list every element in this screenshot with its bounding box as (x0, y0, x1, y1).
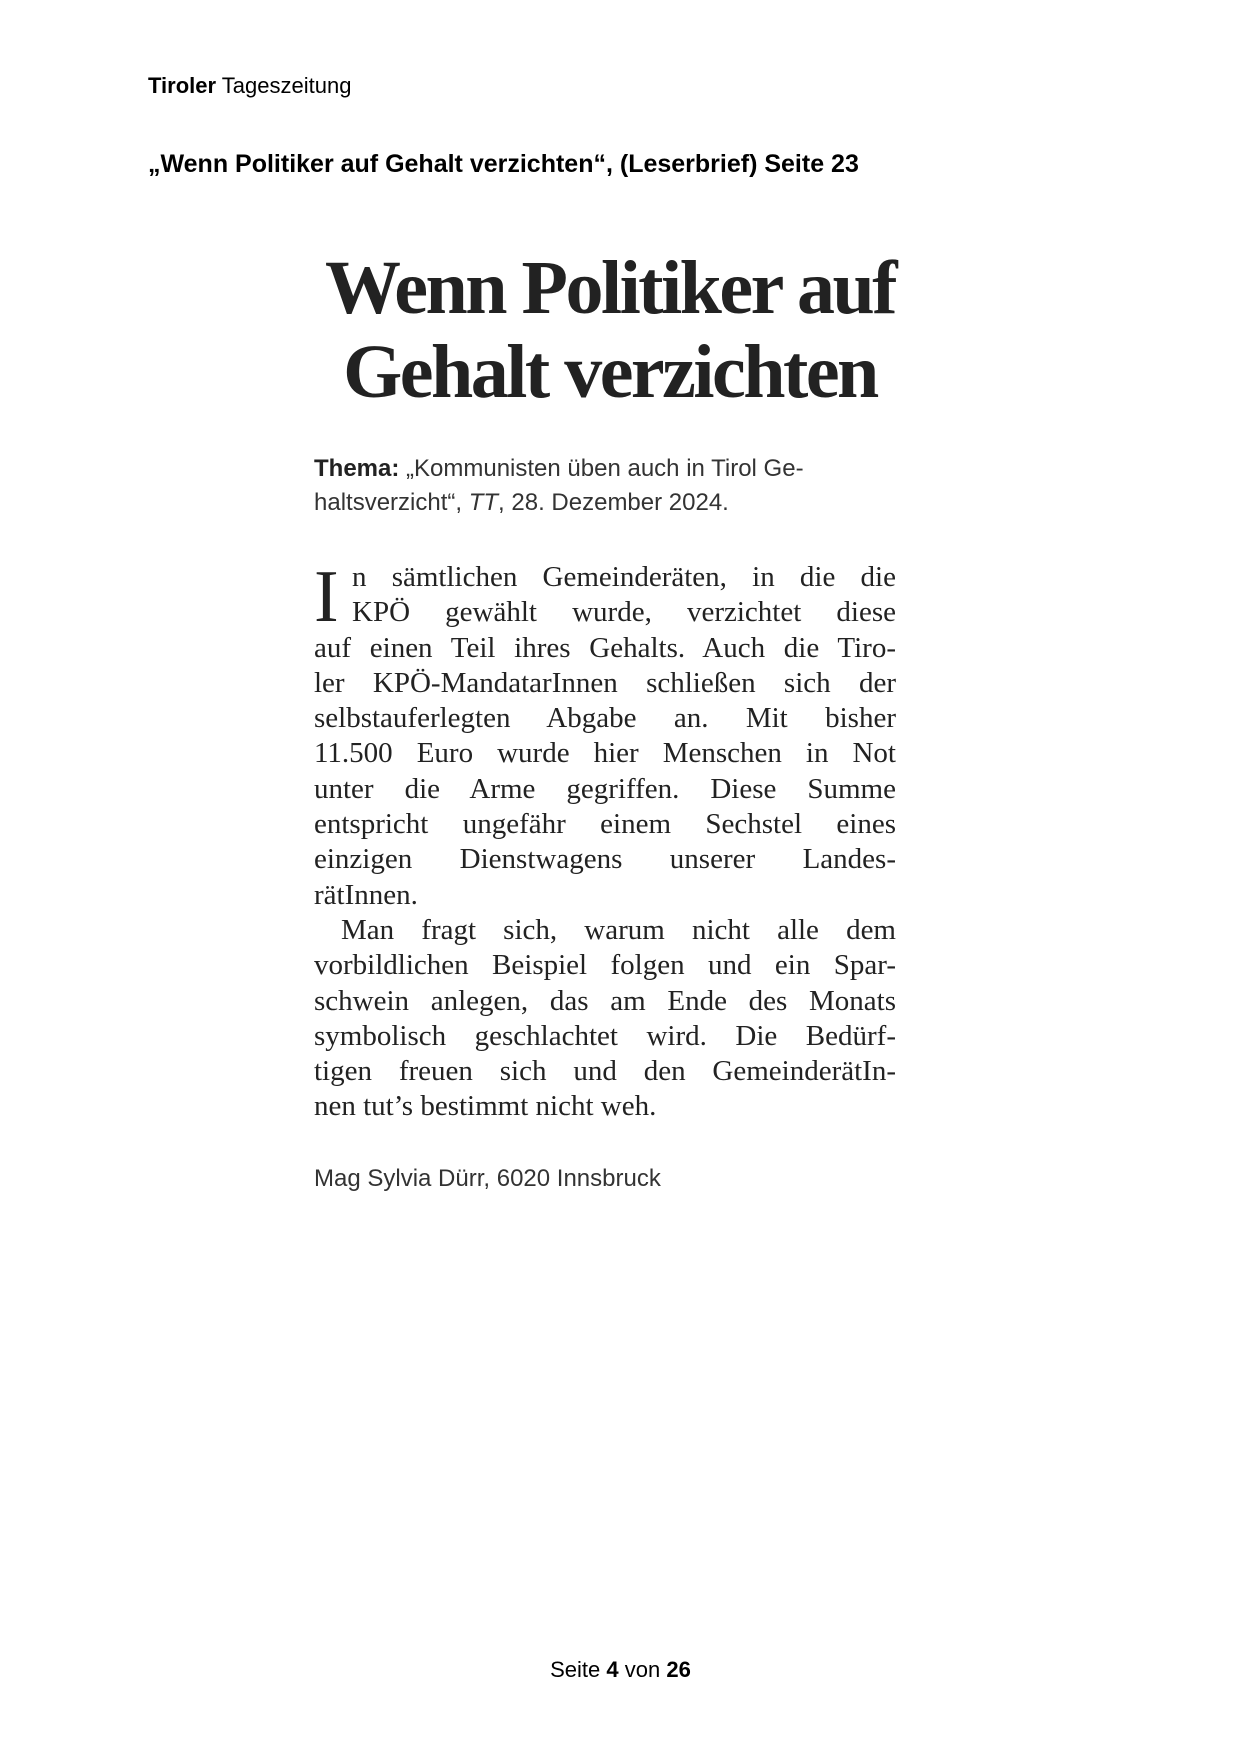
footer-prefix: Seite (550, 1657, 601, 1682)
topic-date: , 28. Dezember 2024. (498, 489, 729, 516)
letter-line: symbolisch geschlachtet wird. Die Bedürf- (314, 1019, 896, 1052)
drop-cap: I (314, 556, 339, 638)
letter-line: auf einen Teil ihres Gehalts. Auch die Tiro- (314, 631, 896, 664)
paragraph-1 (314, 556, 896, 913)
topic-source: TT (468, 489, 499, 516)
letter-line: entspricht ungefähr einem Sechstel eines (314, 808, 896, 841)
publication-name (148, 72, 351, 100)
topic-text: „Kommunisten üben auch in Tirol Ge- (406, 455, 804, 482)
newspaper-clipping (300, 246, 920, 1195)
letter-line: 11.500 Euro wurde hier Menschen in Not (314, 737, 896, 770)
letter-line: n sämtlichen Gemeinderäten, in die die (352, 561, 896, 593)
topic-line (314, 452, 896, 486)
topic-line (314, 486, 896, 520)
article-headline (300, 246, 920, 414)
publication-name-regular: Tageszeitung (221, 73, 352, 98)
letter-line: Man fragt sich, warum nicht alle dem (341, 913, 896, 946)
letter-line: ler KPÖ-MandatarInnen schließen sich der (314, 666, 896, 699)
letter-line: rätInnen. (314, 878, 418, 911)
letter-line: tigen freuen sich und den GemeinderätIn- (314, 1055, 896, 1088)
letter-line: vorbildlichen Beispiel folgen und ein Spar- (314, 949, 896, 982)
headline-line: Gehalt verzichten (343, 330, 877, 414)
page-number: 4 (606, 1657, 619, 1682)
publication-name-bold: Tiroler (148, 73, 217, 98)
letter-line: selbstauferlegten Abgabe an. Mit bisher (314, 702, 896, 735)
letter-line: einzigen Dienstwagens unserer Landes- (314, 843, 896, 876)
topic-reference (314, 452, 896, 520)
page-footer (0, 1656, 1241, 1684)
headline-line: Wenn Politiker auf (324, 246, 896, 330)
letter-line: unter die Arme gegriffen. Diese Summe (314, 772, 896, 805)
paragraph-2 (314, 913, 896, 1125)
document-title: „Wenn Politiker auf Gehalt verzichten“, (Leserbrief) Seite 23 (148, 150, 859, 178)
footer-middle: von (624, 1657, 661, 1682)
letter-signature: Mag Sylvia Dürr, 6020 Innsbruck (314, 1164, 661, 1192)
page-total: 26 (666, 1657, 691, 1682)
letter-body (314, 556, 896, 1125)
topic-text: haltsverzicht“, (314, 489, 463, 516)
letter-line: KPÖ gewählt wurde, verzichtet diese (352, 596, 896, 629)
letter-line: schwein anlegen, das am Ende des Monats (314, 984, 896, 1017)
letter-line: nen tut’s bestimmt nicht weh. (314, 1090, 657, 1123)
topic-label: Thema: (314, 455, 400, 482)
